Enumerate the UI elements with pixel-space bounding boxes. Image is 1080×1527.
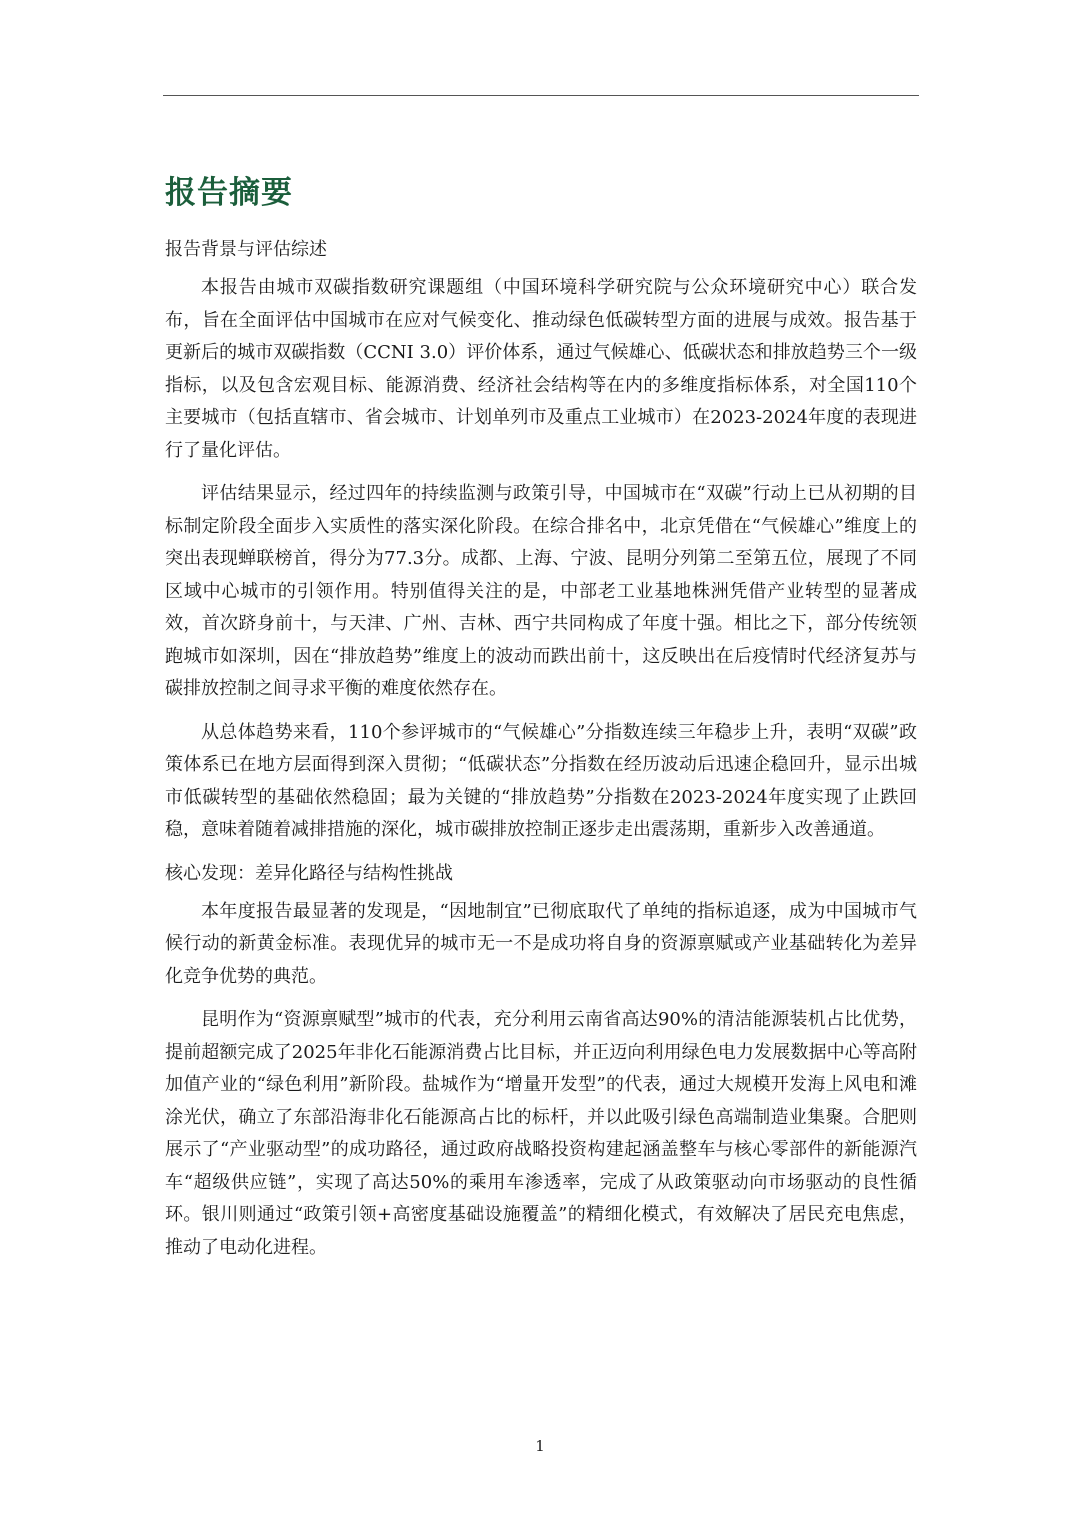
paragraph: 评估结果显示，经过四年的持续监测与政策引导，中国城市在“双碳”行动上已从初期的目标制定阶段全面步入实质性的落实深化阶段。在综合排名中，北京凭借在“气候雄心”维度上的突出表现蝉联榜首，得分为77.3分。成都、上海、宁波、昆明分列第二至第五位，展现了不同区域中心城市的引领作用。特别值得关注的是，中部老工业基地株洲凭借产业转型的显著成效，首次跻身前十，与天津、广州、吉林、西宁共同构成了年度十强。相比之下，部分传统领跑城市如深圳，因在“排放趋势”维度上的波动而跌出前十，这反映出在后疫情时代经济复苏与碳排放控制之间寻求平衡的难度依然存在。	[165, 483, 917, 699]
section-heading: 报告背景与评估综述	[165, 239, 327, 260]
paragraph: 从总体趋势来看，110个参评城市的“气候雄心”分指数连续三年稳步上升，表明“双碳”政策体系已在地方层面得到深入贯彻；“低碳状态”分指数在经历波动后迅速企稳回升，显示出城市低碳转型的基础依然稳固；最为关键的“排放趋势”分指数在2023-2024年度实现了止跌回稳，意味着随着减排措施的深化，城市碳排放控制正逐步走出震荡期，重新步入改善通道。	[165, 721, 917, 840]
document-body	[165, 170, 917, 1275]
section-heading: 核心发现：差异化路径与结构性挑战	[165, 862, 453, 884]
page-title: 报告摘要	[165, 175, 293, 211]
paragraph: 昆明作为“资源禀赋型”城市的代表，充分利用云南省高达90%的清洁能源装机占比优势，提前超额完成了2025年非化石能源消费占比目标，并正迈向利用绿色电力发展数据中心等高附加值产业的“绿色利用”新阶段。盐城作为“增量开发型”的代表，通过大规模开发海上风电和滩涂光伏，确立了东部沿海非化石能源高占比的标杆，并以此吸引绿色高端制造业集聚。合肥则展示了“产业驱动型”的成功路径，通过政府战略投资构建起涵盖整车与核心零部件的新能源汽车“超级供应链”，实现了高达50%的乘用车渗透率，完成了从政策驱动向市场驱动的良性循环。银川则通过“政策引领+高密度基础设施覆盖”的精细化模式，有效解决了居民充电焦虑，推动了电动化进程。	[165, 1009, 917, 1258]
header-rule	[163, 95, 919, 96]
paragraph: 本年度报告最显著的发现是，“因地制宜”已彻底取代了单纯的指标追逐，成为中国城市气候行动的新黄金标准。表现优异的城市无一不是成功将自身的资源禀赋或产业基础转化为差异化竞争优势的典范。	[165, 900, 917, 987]
section-core-findings	[165, 858, 917, 1265]
page-number: 1	[535, 1437, 545, 1455]
paragraph: 本报告由城市双碳指数研究课题组（中国环境科学研究院与公众环境研究中心）联合发布，旨在全面评估中国城市在应对气候变化、推动绿色低碳转型方面的进展与成效。报告基于更新后的城市双碳指数（CCNI 3.0）评价体系，通过气候雄心、低碳状态和排放趋势三个一级指标，以及包含宏观目标、能源消费、经济社会结构等在内的多维度指标体系，对全国110个主要城市（包括直辖市、省会城市、计划单列市及重点工业城市）在2023-2024年度的表现进行了量化评估。	[165, 277, 917, 461]
section-background	[165, 234, 917, 847]
